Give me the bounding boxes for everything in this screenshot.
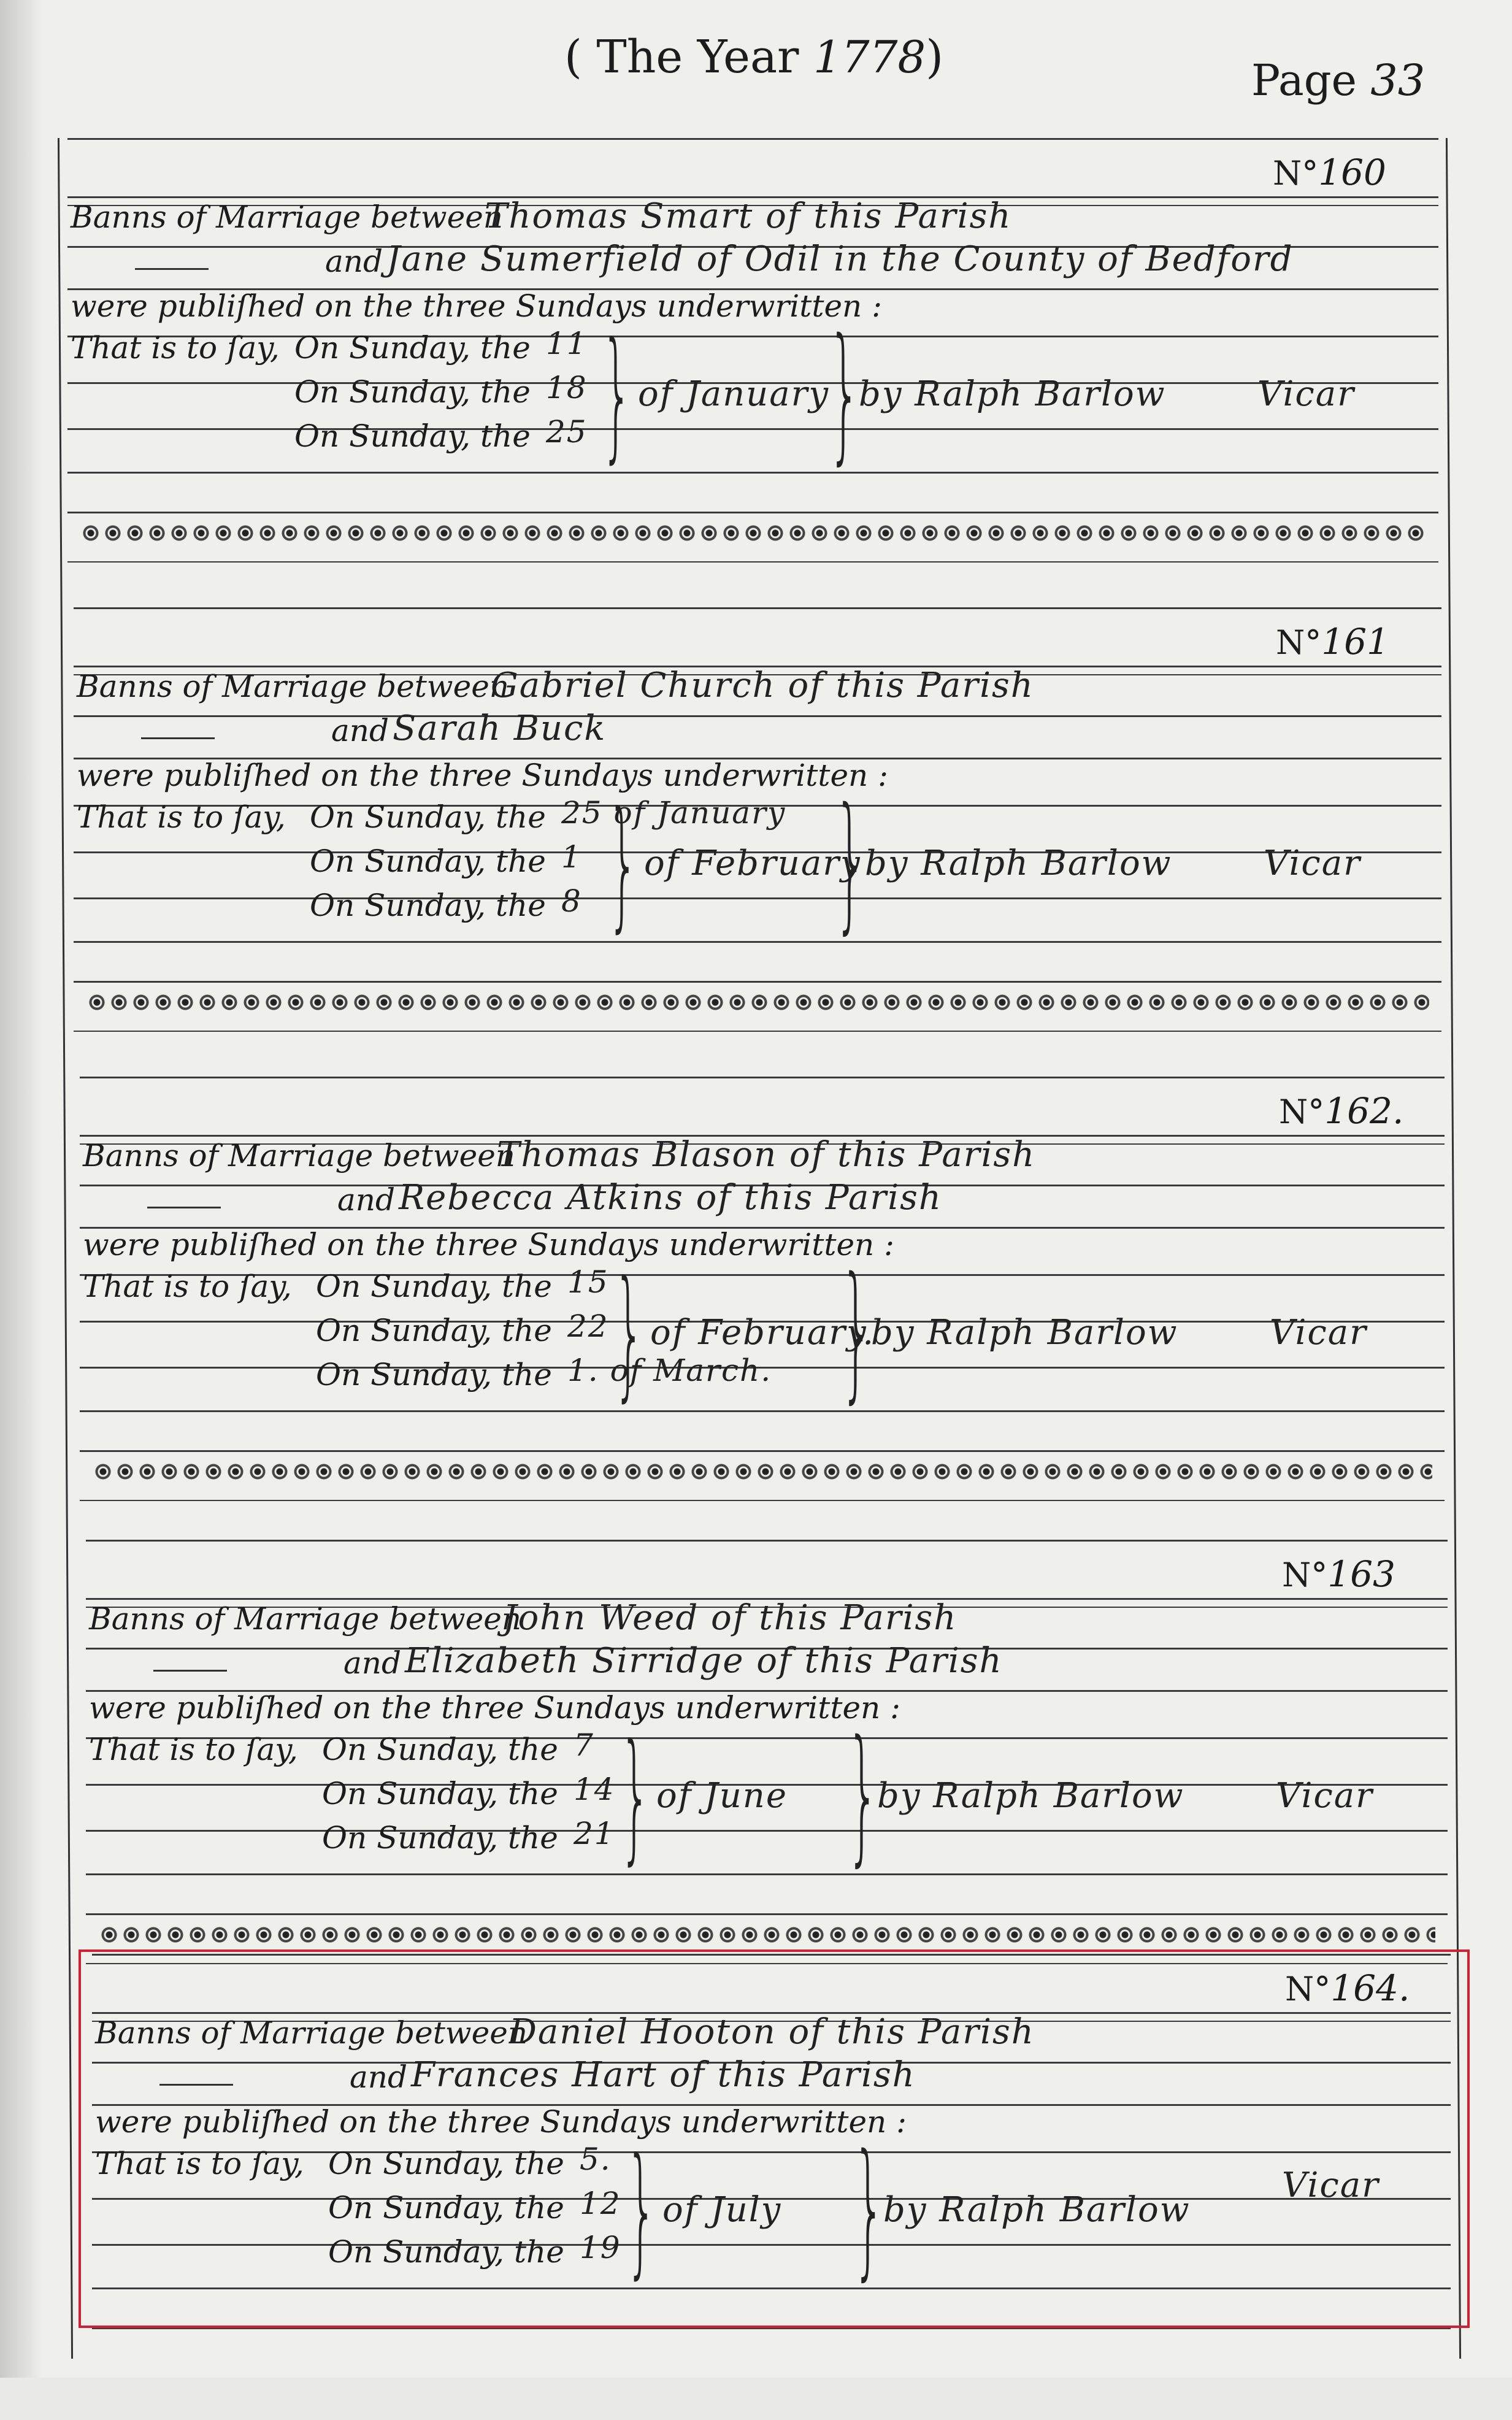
groom-text: Thomas Smart of this Parish <box>485 196 1012 236</box>
ruled-line <box>74 897 1441 899</box>
date-brace: } <box>613 1251 645 1415</box>
sunday-date: 11 <box>546 326 588 361</box>
month-text: of June <box>656 1776 788 1816</box>
entry-top-rule <box>86 1540 1448 1542</box>
register-entry <box>0 138 1512 604</box>
ruled-line <box>86 1873 1448 1875</box>
bride-text: Jane Sumerfield of Odil in the County of Bedford <box>386 239 1294 279</box>
page-label: Page <box>1251 55 1357 106</box>
entry-top-rule <box>67 138 1438 140</box>
published-label: were publiſhed on the three Sundays underwritten : <box>71 288 882 324</box>
entry-number <box>1273 152 1386 193</box>
date-brace: } <box>607 782 639 946</box>
officiant-brace: } <box>853 2122 886 2294</box>
sunday-label: On Sunday, the <box>310 799 546 835</box>
and-label: and <box>331 713 390 748</box>
ruled-line <box>86 1830 1448 1832</box>
bride-text: Elizabeth Sirridge of this Parish <box>405 1641 1003 1681</box>
bride-text: Sarah Buck <box>393 709 607 748</box>
sunday-date: 14 <box>574 1772 615 1807</box>
flourish-dash <box>147 1207 221 1208</box>
sunday-date: 25 of January <box>561 795 786 831</box>
year-suffix: ) <box>926 31 944 83</box>
sunday-date: 22 <box>567 1308 609 1344</box>
ruled-line <box>67 512 1438 513</box>
officiant-brace: } <box>846 1708 880 1880</box>
banns-label: Banns of Marriage between <box>71 199 503 235</box>
number-value: 163 <box>1327 1553 1395 1595</box>
sunday-date: 5. <box>580 2142 612 2177</box>
officiant-text: by Ralph Barlow <box>865 843 1172 883</box>
number-value: 161 <box>1321 621 1389 663</box>
that-is-label: That is to ſay, <box>89 1732 298 1767</box>
that-is-label: That is to ſay, <box>77 799 286 835</box>
published-label: were publiſhed on the three Sundays underwritten : <box>95 2104 907 2140</box>
groom-text: Thomas Blason of this Parish <box>497 1135 1036 1175</box>
ruled-line <box>74 715 1441 717</box>
sunday-label: On Sunday, the <box>310 843 546 879</box>
ruled-line <box>86 1913 1448 1915</box>
officiant-brace: } <box>828 307 861 478</box>
number-value: 162. <box>1324 1090 1404 1132</box>
banns-label: Banns of Marriage between <box>77 669 509 704</box>
flourish-dash <box>141 737 215 739</box>
ruled-line <box>67 561 1438 563</box>
and-label: and <box>337 1182 396 1218</box>
register-entry <box>0 607 1512 1074</box>
officiant-text: by Ralph Barlow <box>883 2190 1191 2230</box>
sunday-date: 19 <box>580 2230 621 2265</box>
register-entry <box>0 1077 1512 1543</box>
sunday-date: 15 <box>567 1264 609 1300</box>
ruled-line <box>67 472 1438 474</box>
number-value: 160 <box>1318 152 1386 193</box>
bride-text: Frances Hart of this Parish <box>411 2055 916 2095</box>
sunday-label: On Sunday, the <box>294 330 531 366</box>
sunday-date: 1 <box>561 839 582 875</box>
banns-label: Banns of Marriage between <box>95 2015 528 2051</box>
vicar-text: Vicar <box>1257 374 1355 414</box>
date-brace: } <box>601 313 633 477</box>
sunday-label: On Sunday, the <box>322 1776 558 1811</box>
officiant-text: by Ralph Barlow <box>871 1313 1178 1353</box>
ruled-line <box>80 1500 1445 1501</box>
register-entry <box>0 1540 1512 2006</box>
month-text: of February <box>644 843 861 883</box>
date-brace: } <box>626 2129 658 2292</box>
month-text: of February. <box>650 1313 875 1353</box>
banns-label: Banns of Marriage between <box>83 1138 515 1174</box>
published-label: were publiſhed on the three Sundays underwritten : <box>83 1227 894 1262</box>
banns-label: Banns of Marriage between <box>89 1601 521 1637</box>
number-value: 164. <box>1330 1967 1410 2009</box>
ornament-row <box>86 991 1429 1014</box>
and-label: and <box>325 244 383 279</box>
number-label: N° <box>1273 154 1319 193</box>
officiant-text: by Ralph Barlow <box>859 374 1166 414</box>
vicar-text: Vicar <box>1282 2165 1380 2205</box>
groom-text: John Weed of this Parish <box>503 1598 957 1638</box>
officiant-brace: } <box>834 776 867 948</box>
ruled-line <box>74 941 1441 943</box>
date-brace: } <box>620 1715 651 1878</box>
officiant-brace: } <box>840 1245 873 1417</box>
bride-text: Rebecca Atkins of this Parish <box>399 1178 942 1218</box>
entry-top-rule <box>80 1077 1445 1078</box>
year-prefix: ( The Year <box>564 31 799 83</box>
vicar-text: Vicar <box>1270 1313 1367 1353</box>
year-value: 1778 <box>813 31 926 83</box>
page-header <box>564 31 943 83</box>
flourish-dash <box>153 1670 227 1672</box>
that-is-label: That is to ſay, <box>95 2146 304 2181</box>
sunday-label: On Sunday, the <box>322 1732 558 1767</box>
sunday-date: 25 <box>546 414 588 450</box>
number-label: N° <box>1285 1970 1331 2008</box>
sunday-date: 1. of March. <box>567 1353 772 1388</box>
sunday-label: On Sunday, the <box>322 1820 558 1856</box>
sunday-date: 8 <box>561 883 582 919</box>
sunday-date: 7 <box>574 1727 594 1763</box>
flourish-dash <box>135 268 209 270</box>
sunday-label: On Sunday, the <box>328 2190 564 2226</box>
number-label: N° <box>1279 1093 1325 1131</box>
month-text: of July <box>662 2190 782 2230</box>
sunday-date: 18 <box>546 370 588 405</box>
groom-text: Daniel Hooton of this Parish <box>509 2012 1035 2052</box>
and-label: and <box>350 2059 408 2095</box>
entry-number <box>1276 621 1389 663</box>
groom-text: Gabriel Church of this Parish <box>491 666 1034 705</box>
published-label: were publiſhed on the three Sundays underwritten : <box>77 758 888 793</box>
sunday-label: On Sunday, the <box>316 1269 552 1304</box>
sunday-date: 12 <box>580 2186 621 2221</box>
entry-number <box>1282 1553 1395 1595</box>
number-label: N° <box>1282 1556 1328 1594</box>
ruled-line <box>80 1450 1445 1452</box>
ruled-line <box>80 1410 1445 1412</box>
published-label: were publiſhed on the three Sundays underwritten : <box>89 1690 900 1726</box>
and-label: and <box>343 1645 402 1681</box>
sunday-label: On Sunday, the <box>328 2146 564 2181</box>
entry-number <box>1279 1090 1403 1132</box>
ornament-row <box>92 1460 1432 1483</box>
vicar-text: Vicar <box>1264 843 1361 883</box>
that-is-label: That is to ſay, <box>83 1269 292 1304</box>
ruled-line <box>74 1031 1441 1032</box>
highlight-box <box>79 1949 1470 2328</box>
ruled-line <box>67 428 1438 430</box>
sunday-label: On Sunday, the <box>310 888 546 923</box>
entry-top-rule <box>74 607 1441 609</box>
that-is-label: That is to ſay, <box>71 330 280 366</box>
ornament-row <box>80 521 1426 545</box>
officiant-text: by Ralph Barlow <box>877 1776 1184 1816</box>
sunday-label: On Sunday, the <box>294 418 531 454</box>
month-text: of January <box>638 374 830 414</box>
sunday-label: On Sunday, the <box>316 1357 552 1392</box>
page-number <box>1251 55 1425 106</box>
sunday-label: On Sunday, the <box>328 2234 564 2270</box>
sunday-date: 21 <box>574 1816 615 1851</box>
number-label: N° <box>1276 623 1322 662</box>
page-number-value: 33 <box>1370 55 1426 106</box>
ruled-line <box>74 981 1441 983</box>
sunday-label: On Sunday, the <box>294 374 531 410</box>
ornament-row <box>98 1923 1435 1946</box>
sunday-label: On Sunday, the <box>316 1313 552 1348</box>
vicar-text: Vicar <box>1276 1776 1373 1816</box>
